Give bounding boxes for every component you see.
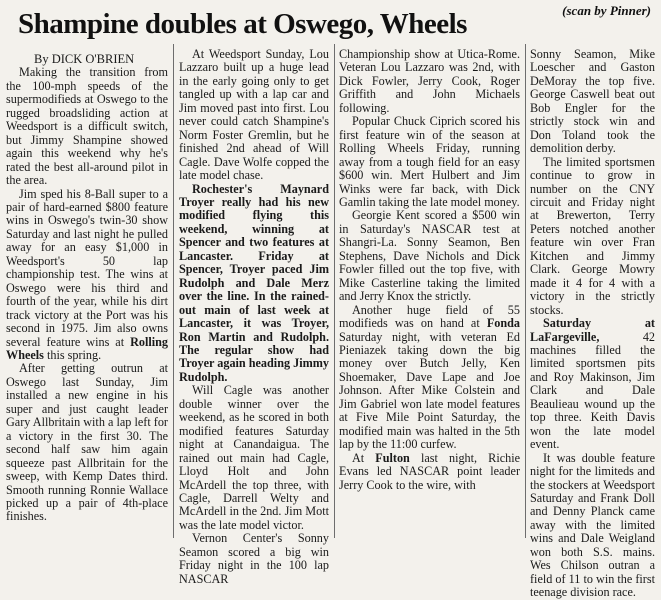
paragraph: At Fulton last night, Richie Evans led NASCAR point leader Jerry Cook to the wire, with <box>339 450 520 492</box>
article-column-2 <box>179 47 329 586</box>
paragraph: Jim sped his 8-Ball super to a pair of hard-earned $800 feature wins in Oswego's twin-30 show Saturday and last night he pulled away for an easy $1,000 in Weedsport's 50 lap championship test. The wins at Oswego were his third and fourth of the year, while his dirt track victory at the Port was his second in 1975. Jim also owns several feature wins at Rolling Wheels this spring. <box>6 186 169 362</box>
paragraph: After getting outrun at Oswego last Sunday, Jim installed a new engine in his super and just caught leader Gary Allbritain with a lap left for a victory in the first 30. The second half saw him again squeeze past Allbritain for the sweep, with Kemp Dates third. Smooth running Ronnie Wallace picked up a pair of 4th-place finishes. <box>6 361 168 524</box>
bold-phrase: Saturday at LaFargeville, <box>530 316 655 344</box>
paragraph: Making the transition from the 100-mph speeds of the supermodifieds at Oswego to the rugged broadsliding action at Weedsport is a difficult switch, but Jimmy Shampine showed again this weekend why he's rated the best all-around pilot in the area. <box>6 65 168 188</box>
paragraph: Saturday at LaFargeville, 42 machines filled the limited sportsmen pits and Roy Makinson, Jim Clark and Dale Beaulieau wound up the top three. Keith Davis won the late model event. <box>530 316 655 452</box>
paragraph: Vernon Center's Sonny Seamon scored a big win Friday night in the 100 lap NASCAR <box>179 531 329 586</box>
article-column-4 <box>530 47 655 600</box>
paragraph: Sonny Seamon, Mike Loescher and Gaston DeMoray the top five. George Caswell beat out Bob Engler for the strictly stock win and Don Toland took the demolition derby. <box>530 47 655 156</box>
bold-phrase: Rolling Wheels <box>6 334 169 362</box>
column-divider <box>334 44 335 538</box>
column-divider <box>173 44 174 538</box>
paragraph: Popular Chuck Ciprich scored his first feature win of the season at Rolling Wheels Friday, running away from a tough field for an easy $600 win. Mert Hulbert and Jim Winks were far back, with Dick Gamlin taking the late model money. <box>339 114 520 209</box>
column-divider <box>525 44 526 538</box>
scan-credit: (scan by Pinner) <box>562 3 651 18</box>
article-column-3 <box>339 48 520 538</box>
paragraph: The limited sportsmen continue to grow in number on the CNY circuit and Friday night at Brewerton, Terry Peters notched another feature win over Fran Kitchen and Jimmy Clark. George Mowry made it 4 for 4 with a victory in the strictly stocks. <box>530 154 655 317</box>
article-column-1 <box>6 53 168 543</box>
paragraph: Georgie Kent scored a $500 win in Saturday's NASCAR test at Shangri-La. Sonny Seamon, Ben Stephens, Dave Nichols and Dick Fowler filled out the top five, with Mike Casterline taking the limited and Jerry Knox the strictly. <box>339 208 520 304</box>
paragraph: Championship show at Utica-Rome. Veteran Lou Lazzaro was 2nd, with Dick Fowler, Jerry Cook, Roger Griffith and John Michaels following. <box>339 47 520 115</box>
bold-phrase: Fonda <box>486 316 521 331</box>
byline: By DICK O'BRIEN <box>34 52 135 66</box>
paragraph: Another huge field of 55 modifieds was on hand at Fonda Saturday night, with veteran Ed Pieniazek taking down the big money over Butch Jelly, Ken Shoemaker, Dave Lape and Joe Johnson. After Mike Colstein and Jim Gabriel won late model features at Five Mile Point Saturday, the modified main was halted in the 5th lap by the 11:00 curfew. <box>339 302 521 452</box>
paragraph: It was double feature night for the limiteds and the stockers at Weedsport Saturday and Frank Doll and Denny Planck came away with the limited wins and Dale Weigland won both S.S. mains. Wes Chilson outran a field of 11 to win the first teenage division race. <box>530 450 655 600</box>
bold-paragraph: Rochester's Maynard Troyer really had his new modified flying this weekend, winning at Spencer and two features at Lancaster. Friday at Spencer, Troyer paced Jim Rudolph and Dale Merz over the line. In the rained-out main of last week at Lancaster, it was Troyer, Ron Martin and Rudolph. The regular show had Troyer again heading Jimmy Rudolph. <box>179 181 329 384</box>
bold-phrase: Fulton <box>375 450 410 465</box>
paragraph: Will Cagle was another double winner over the weekend, as he scored in both modified features Saturday night at Canandaigua. The rained out main had Cagle, Lloyd Holt and John McArdell the top three, with Cagle, Darrell Welty and McArdell in the 2nd. Jim Mott was the late model victor. <box>179 383 329 532</box>
headline: Shampine doubles at Oswego, Wheels <box>18 8 467 40</box>
paragraph: At Weedsport Sunday, Lou Lazzaro built up a huge lead in the early going only to get tangled up with a lap car and Jim moved past into first. Lou never could catch Shampine's Norm Foster Gremlin, but he finished 2nd ahead of Will Cagle. Dave Wolfe copped the late model chase. <box>179 47 329 183</box>
